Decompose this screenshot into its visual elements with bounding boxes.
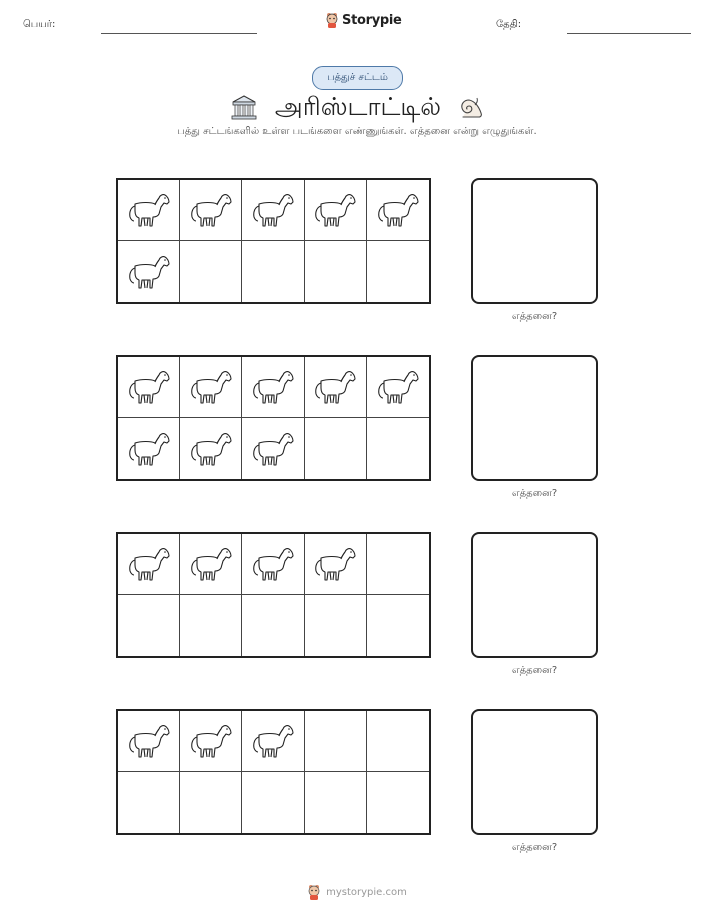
frame-cell-empty bbox=[180, 772, 242, 833]
answer-box[interactable] bbox=[471, 532, 598, 658]
horse-icon bbox=[376, 190, 420, 230]
spiral-shell-icon bbox=[459, 95, 483, 121]
frame-cell-filled bbox=[367, 357, 429, 418]
frame-cell-filled bbox=[242, 418, 304, 479]
frame-cell-empty bbox=[242, 772, 304, 833]
worksheet-header bbox=[0, 0, 714, 48]
answer-box[interactable] bbox=[471, 355, 598, 481]
frame-cell-empty bbox=[305, 418, 367, 479]
frame-cell-empty bbox=[180, 595, 242, 656]
frame-cell-filled bbox=[118, 534, 180, 595]
frame-cell-filled bbox=[305, 357, 367, 418]
horse-icon bbox=[127, 544, 171, 584]
horse-icon bbox=[127, 367, 171, 407]
horse-icon bbox=[251, 190, 295, 230]
frame-cell-filled bbox=[180, 534, 242, 595]
frame-cell-filled bbox=[242, 534, 304, 595]
frame-cell-filled bbox=[305, 534, 367, 595]
frame-cell-empty bbox=[367, 595, 429, 656]
frame-cell-filled bbox=[242, 357, 304, 418]
frame-cell-filled bbox=[242, 711, 304, 772]
how-many-label: எத்தனை? bbox=[511, 665, 558, 676]
brand-logo bbox=[325, 12, 402, 28]
frame-cell-filled bbox=[118, 180, 180, 241]
horse-icon bbox=[189, 429, 233, 469]
greek-temple-icon bbox=[231, 94, 257, 122]
frame-cell-empty bbox=[242, 595, 304, 656]
frame-cell-empty bbox=[180, 241, 242, 302]
instructions: பத்து சட்டங்களில் உள்ள படங்களை எண்ணுங்கள். எத்தனை என்று எழுதுங்கள். bbox=[177, 126, 537, 137]
horse-icon bbox=[189, 190, 233, 230]
frame-cell-filled bbox=[242, 180, 304, 241]
frame-cell-empty bbox=[367, 711, 429, 772]
how-many-label: எத்தனை? bbox=[511, 311, 558, 322]
horse-icon bbox=[251, 429, 295, 469]
frame-cell-filled bbox=[118, 357, 180, 418]
name-line bbox=[101, 33, 257, 34]
answer-box[interactable] bbox=[471, 709, 598, 835]
frame-cell-filled bbox=[118, 711, 180, 772]
how-many-label: எத்தனை? bbox=[511, 842, 558, 853]
horse-icon bbox=[189, 544, 233, 584]
footer-url: mystorypie.com bbox=[326, 886, 407, 898]
name-label: பெயர்: bbox=[23, 19, 56, 30]
horse-icon bbox=[127, 721, 171, 761]
horse-icon bbox=[189, 721, 233, 761]
ten-frame bbox=[116, 355, 431, 481]
horse-icon bbox=[313, 367, 357, 407]
frame-cell-empty bbox=[305, 772, 367, 833]
ten-frame bbox=[116, 532, 431, 658]
frame-cell-filled bbox=[305, 180, 367, 241]
date-label: தேதி: bbox=[496, 19, 522, 30]
how-many-label: எத்தனை? bbox=[511, 488, 558, 499]
frame-cell-filled bbox=[180, 711, 242, 772]
frame-cell-filled bbox=[118, 418, 180, 479]
ten-frame bbox=[116, 709, 431, 835]
frame-cell-filled bbox=[180, 357, 242, 418]
frame-cell-filled bbox=[118, 241, 180, 302]
footer bbox=[0, 884, 714, 900]
horse-icon bbox=[251, 544, 295, 584]
title-row bbox=[0, 88, 714, 128]
frame-cell-empty bbox=[367, 772, 429, 833]
brand-name: Storypie bbox=[342, 12, 402, 28]
mascot-icon bbox=[325, 12, 339, 28]
frame-cell-empty bbox=[367, 241, 429, 302]
mascot-icon bbox=[307, 884, 321, 900]
horse-icon bbox=[313, 544, 357, 584]
frame-cell-empty bbox=[367, 534, 429, 595]
frame-cell-empty bbox=[305, 595, 367, 656]
frame-cell-empty bbox=[305, 711, 367, 772]
frame-cell-filled bbox=[180, 418, 242, 479]
frame-cell-filled bbox=[367, 180, 429, 241]
topic-tag: பத்துச் சட்டம் bbox=[312, 66, 403, 90]
horse-icon bbox=[376, 367, 420, 407]
frame-cell-empty bbox=[118, 772, 180, 833]
horse-icon bbox=[127, 252, 171, 292]
page-title: அரிஸ்டாட்டில் bbox=[274, 91, 442, 121]
frame-cell-empty bbox=[118, 595, 180, 656]
horse-icon bbox=[313, 190, 357, 230]
frame-cell-filled bbox=[180, 180, 242, 241]
date-line bbox=[567, 33, 691, 34]
horse-icon bbox=[251, 367, 295, 407]
horse-icon bbox=[251, 721, 295, 761]
answer-box[interactable] bbox=[471, 178, 598, 304]
horse-icon bbox=[127, 190, 171, 230]
frame-cell-empty bbox=[367, 418, 429, 479]
horse-icon bbox=[189, 367, 233, 407]
frame-cell-empty bbox=[305, 241, 367, 302]
frame-cell-empty bbox=[242, 241, 304, 302]
horse-icon bbox=[127, 429, 171, 469]
ten-frame bbox=[116, 178, 431, 304]
